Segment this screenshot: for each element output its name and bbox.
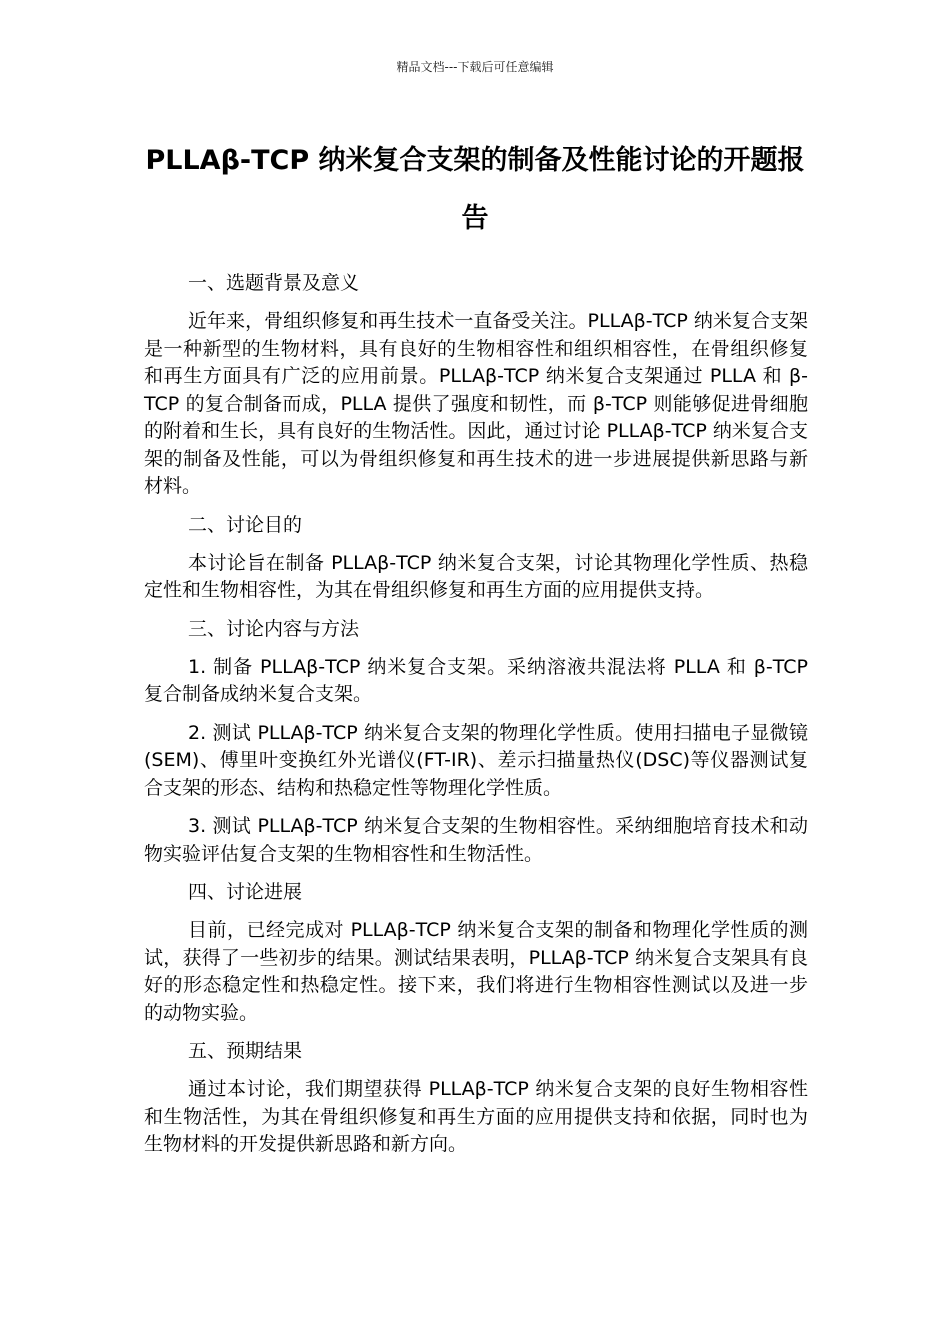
- section-heading: 四、讨论进展: [188, 881, 303, 903]
- paragraph: 目前，已经完成对 PLLAβ-TCP 纳米复合支架的制备和物理化学性质的测试，获得了一些初步的结果。测试结果表明，PLLAβ-TCP 纳米复合支架具有良好的形态稳定性和热稳定性。接下来，我们将进行生物相容性测试以及进一步的动物实验。: [144, 919, 808, 1024]
- header-note: 精品文档---下载后可任意编辑: [396, 60, 554, 74]
- list-item: 3. 测试 PLLAβ-TCP 纳米复合支架的生物相容性。采纳细胞培育技术和动物实验评估复合支架的生物相容性和生物活性。: [144, 815, 808, 865]
- section-heading: 一、选题背景及意义: [188, 272, 360, 294]
- section-heading: 三、讨论内容与方法: [188, 617, 360, 640]
- section-heading: 二、讨论目的: [188, 513, 303, 536]
- list-item: 2. 测试 PLLAβ-TCP 纳米复合支架的物理化学性质。使用扫描电子显微镜(SEM)、傅里叶变换红外光谱仪(FT-IR)、差示扫描量热仪(DSC)等仪器测试复合支架的形态、结构和热稳定性等物理化学性质。: [144, 721, 808, 799]
- paragraph: 通过本讨论，我们期望获得 PLLAβ-TCP 纳米复合支架的良好生物相容性和生物活性，为其在骨组织修复和再生方面的应用提供支持和依据，同时也为生物材料的开发提供新思路和新方向。: [144, 1078, 808, 1155]
- list-item: 1. 制备 PLLAβ-TCP 纳米复合支架。采纳溶液共混法将 PLLA 和 β-TCP 复合制备成纳米复合支架。: [144, 655, 808, 705]
- document-body: [144, 270, 808, 1170]
- section-progress: [144, 879, 808, 1027]
- section-background: [144, 270, 808, 501]
- paragraph: 近年来，骨组织修复和再生技术一直备受关注。PLLAβ-TCP 纳米复合支架是一种新型的生物材料，具有良好的生物相容性和组织相容性，在骨组织修复和再生方面具有广泛的应用前景。PLLAβ-TCP 纳米复合支架通过 PLLA 和 β-TCP 的复合制备而成，PLLA 提供了强度和韧性，而 β-TCP 则能够促进骨细胞的附着和生长，具有良好的生物活性。因此，通过讨论 PLLAβ-TCP 纳米复合支架的制备及性能，可以为骨组织修复和再生技术的进一步进展提供新思路与新材料。: [144, 310, 808, 497]
- section-content-methods: [144, 616, 808, 869]
- section-heading: 五、预期结果: [188, 1040, 303, 1062]
- section-expected-results: [144, 1038, 808, 1159]
- section-purpose: [144, 512, 808, 605]
- paragraph: 本讨论旨在制备 PLLAβ-TCP 纳米复合支架，讨论其物理化学性质、热稳定性和生物相容性，为其在骨组织修复和再生方面的应用提供支持。: [144, 551, 808, 601]
- document-title: PLLAβ-TCP 纳米复合支架的制备及性能讨论的开题报告: [145, 145, 805, 234]
